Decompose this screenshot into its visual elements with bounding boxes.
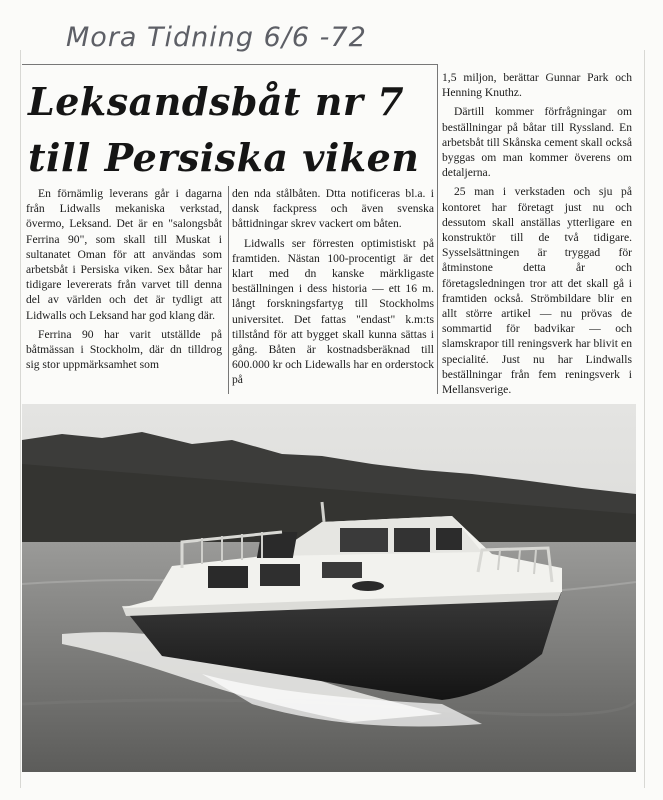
article-column-3 [442, 70, 632, 401]
column1-paragraph-2: Ferrina 90 har varit utställde på båtmässan i Stockholm, där dn tilldrog sig stor uppmärksamhet som [26, 327, 222, 372]
column1-paragraph-1: En förnämlig leverans går i dagarna från Lidwalls mekaniska verkstad, övermo, Leksand. Det är en "salongsbåt Ferrina 90", som skall till Muskat i sultanatet Oman för att användas som arbetsbåt i Persiska viken. Sex båtar har tidigare levererats från varvet till denna del av världen och det är tydligt att Lidwalls och Leksand har god klang där. [26, 187, 222, 322]
column3-paragraph-3: 25 man i verkstaden och sju på kontoret har företagt just nu och dessutom skall anställas ytterligare en konstruktör till de två tidigare. Sysselsättningen är tryggad för åtminstone detta år och företagsledningen tror att det skall gå i framtiden också. Strömbildare blir en allt större artikel — nu prövas de sommartid för badvikar — och slamskrapor till reningsverk har blivit en specialité. Just nu har Lindwalls beställningar från fem reningsverk i Mellansverige. [442, 185, 632, 397]
article-column-1 [26, 186, 222, 376]
column3-paragraph-1: 1,5 miljon, berättar Gunnar Park och Henning Knuthz. [442, 71, 632, 100]
headline [28, 74, 438, 186]
column2-paragraph-1: den nda stålbåten. Dtta notificeras bl.a. i dansk fackpress och även svenska båttidningar skrev vackert om båten. [232, 187, 434, 231]
headline-line-1: Leksandsbåt nr 7 [28, 79, 405, 124]
boat-photo [22, 404, 636, 772]
column-rule-2 [437, 64, 438, 394]
column-rule-1 [228, 186, 229, 394]
column2-paragraph-2: Lidwalls ser förresten optimistiskt på framtiden. Nästan 100-procentigt är det klart med dn kanske märkligaste beställningen i dess historia — ett 16 m. långt forskningsfartyg till Stockholms universitet. Det fattas "endast" k.m:ts tillstånd för att bygget skall kunna sättas i gång. Båten är kostnadsberäknad till 600.000 kr och Lidewalls har en orderstock på [232, 236, 434, 387]
article-column-2 [232, 186, 434, 392]
headline-line-2: till Persiska viken [28, 135, 420, 180]
handwritten-source-note: Mora Tidning 6/6 -72 [66, 22, 367, 53]
boat-photo-illustration [22, 404, 636, 772]
column3-paragraph-2: Därtill kommer förfrågningar om beställningar på båtar till Ryssland. En arbetsbåt till Skånska cement skall också byggas om man kommer överens om detaljerna. [442, 105, 632, 180]
header-rule [22, 64, 438, 65]
